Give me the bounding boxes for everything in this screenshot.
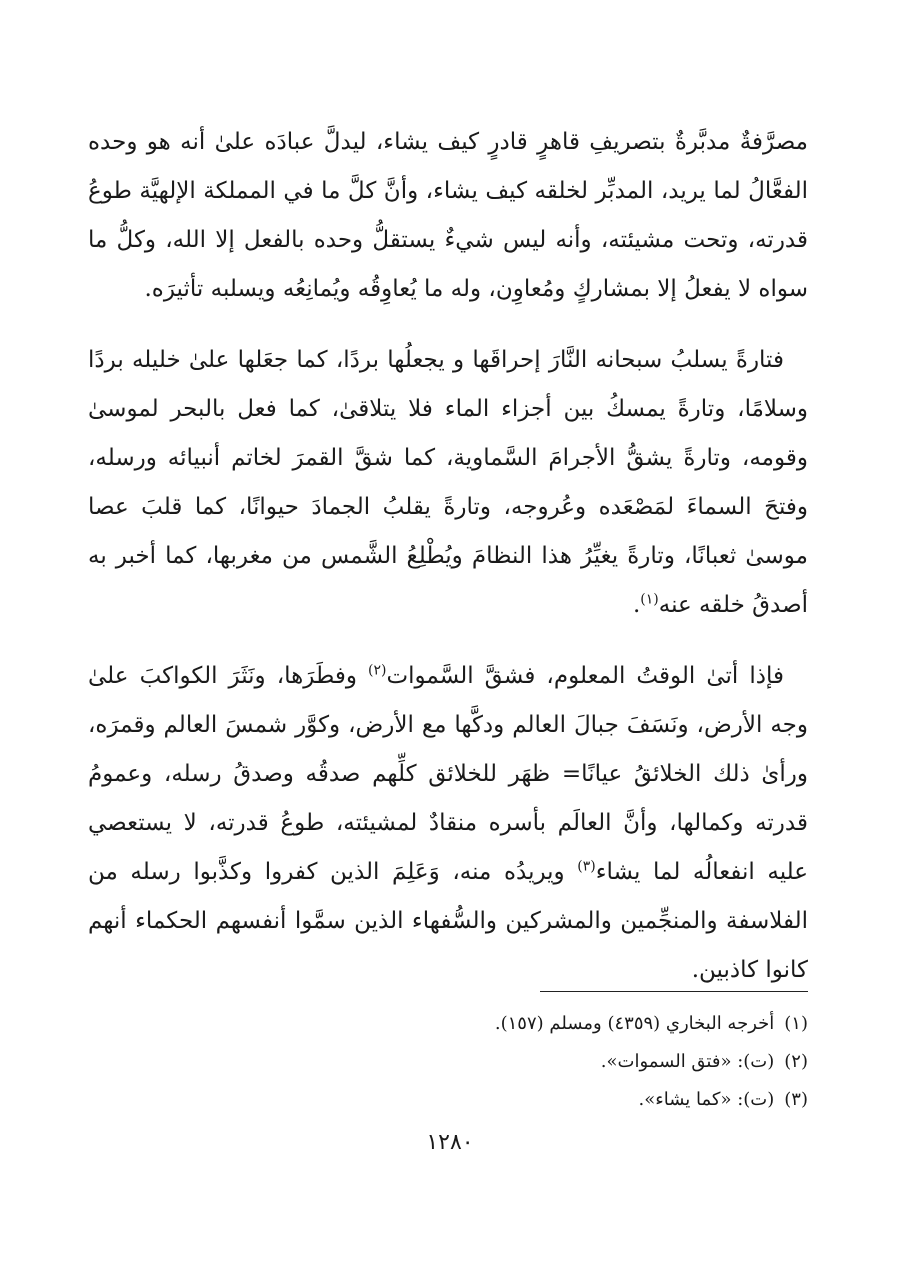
footnote-1-text: أخرجه البخاري (٤٣٥٩) ومسلم (١٥٧).: [494, 1013, 775, 1034]
footnotes: [88, 1005, 808, 1119]
paragraph-3-text-b: وفطَرَها، ونَثَرَ الكواكبَ علىٰ وجه الأرض، ونَسَفَ جبالَ العالم ودكَّها مع الأرض، وكوَّر شمسَ العالم وقمرَه، ورأىٰ ذلك الخلائقُ عيانًا= ظهَر للخلائق كلِّهم صدقُه وصدقُ رسله، وعمومُ قدرته وكمالها، وأنَّ العالَم بأسره منقادٌ لمشيئته، طوعُ قدرته، لا يستعصي عليه انفعالُه لما يشاء: [88, 663, 808, 885]
paragraph-1-text: مصرَّفةٌ مدبَّرةٌ بتصريفِ قاهرٍ قادرٍ كيف يشاء، ليدلَّ عبادَه علىٰ أنه هو وحده الفعَّالُ لما يريد، المدبِّر لخلقه كيف يشاء، وأنَّ كلَّ ما في المملكة الإلهيَّة طوعُ قدرته، وتحت مشيئته، وأنه ليس شيءٌ يستقلُّ وحده بالفعل إلا الله، وكلُّ ما سواه لا يفعلُ إلا بمشاركٍ ومُعاوِن، وله ما يُعاوِقُه ويُمانِعُه ويسلبه تأثيرَه.: [88, 129, 808, 302]
footnote-3-text: (ت): «كما يشاء».: [638, 1089, 775, 1110]
footnote-divider: [540, 991, 808, 992]
footnote-2-text: (ت): «فتق السموات».: [600, 1051, 775, 1072]
footnote-ref-1: (١): [640, 591, 659, 608]
paragraph-3: [88, 652, 808, 995]
main-text: [88, 118, 808, 995]
paragraph-2: [88, 336, 808, 630]
paragraph-1: [88, 118, 808, 314]
footnote-3: [88, 1081, 808, 1119]
footnote-1-number: (١): [784, 1013, 808, 1034]
footnote-ref-2: (٢): [368, 662, 387, 679]
footnote-2-number: (٢): [784, 1051, 808, 1072]
page-number: ١٢٨٠: [426, 1130, 474, 1155]
footnote-ref-3: (٣): [577, 858, 596, 875]
footnote-3-number: (٣): [784, 1089, 808, 1110]
paragraph-2-text-b: .: [632, 592, 641, 618]
paragraph-3-text-a: فإذا أتىٰ الوقتُ المعلوم، فشقَّ السَّموات: [386, 663, 784, 689]
footnote-2: [88, 1043, 808, 1081]
paragraph-2-text-a: فتارةً يسلبُ سبحانه النَّارَ إحراقَها و يجعلُها بردًا، كما جعَلها علىٰ خليله بردًا وسلامًا، وتارةً يمسكُ بين أجزاء الماء فلا يتلاقىٰ، كما فعل بالبحر لموسىٰ وقومه، وتارةً يشقُّ الأجرامَ السَّماوية، كما شقَّ القمرَ لخاتم أنبيائه ورسله، وفتحَ السماءَ لمَصْعَده وعُروجه، وتارةً يقلبُ الجمادَ حيوانًا، كما قلبَ عصا موسىٰ ثعبانًا، وتارةً يغيِّرُ هذا النظامَ ويُطْلِعُ الشَّمس من مغربها، كما أخبر به أصدقُ خلقه عنه: [88, 347, 808, 618]
paragraph-3-text-c: ويريدُه منه، وَعَلِمَ الذين كفروا وكذَّبوا رسله من الفلاسفة والمنجِّمين والمشركين والسُّفهاء الذين سمَّوا أنفسهم الحكماء أنهم كانوا كاذبين.: [88, 859, 808, 983]
footnote-1: [88, 1005, 808, 1043]
